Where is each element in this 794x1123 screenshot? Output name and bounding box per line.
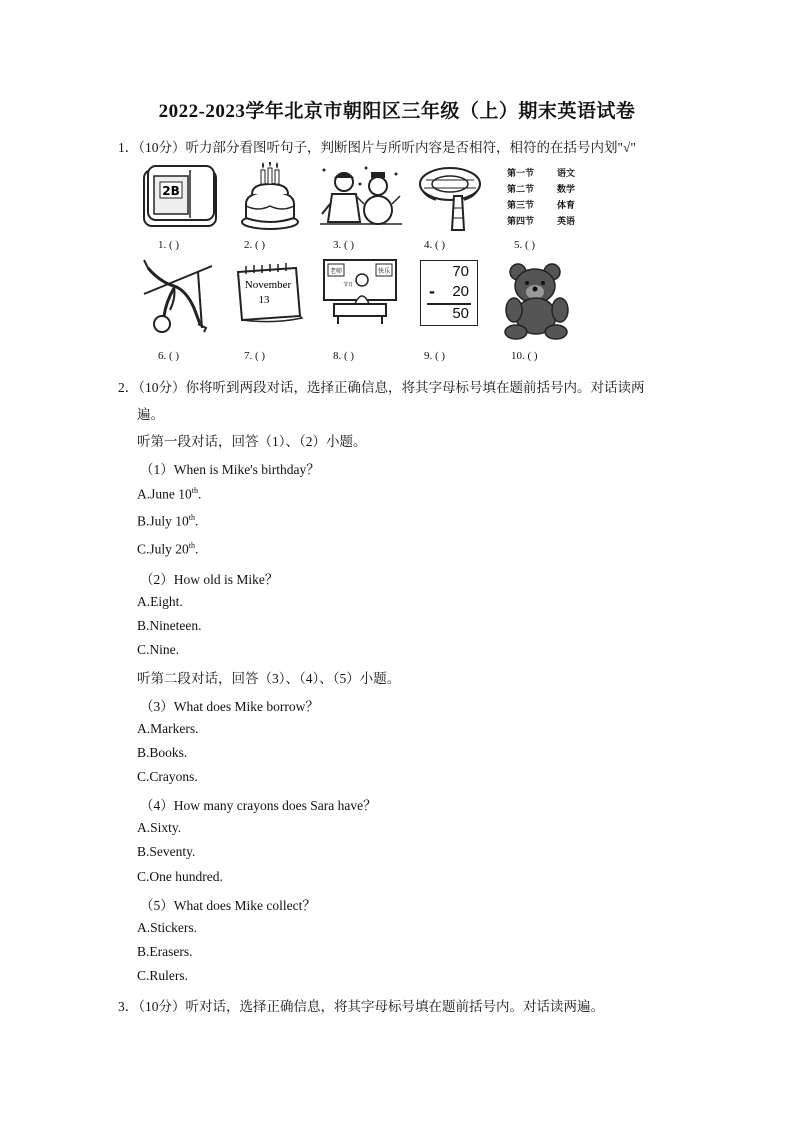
- high-jump-picture: [140, 258, 216, 346]
- q3-prompt: 3．（10分）听对话，选择正确信息，将其字母标号填在题前括号内。对话读两遍。: [118, 999, 604, 1014]
- svg-text:老师: 老师: [329, 268, 343, 275]
- q2-sub5-question: （5）What does Mike collect？: [140, 898, 316, 913]
- scarf-picture: [416, 162, 486, 234]
- q2-sub1-question: （1）When is Mike's birthday？: [140, 462, 320, 477]
- q2-sub1-option-c: C.July 20th.: [137, 541, 199, 557]
- caption-2: 2. ( ): [244, 239, 266, 251]
- q2-sub2-option-c: C.Nine.: [137, 642, 179, 657]
- caption-9: 9. ( ): [424, 350, 446, 362]
- q2-dialog1-intro: 听第一段对话，回答（1）、（2）小题。: [137, 434, 367, 449]
- caption-8: 8. ( ): [333, 350, 355, 362]
- q2-sub2-option-b: B.Nineteen.: [137, 618, 202, 633]
- calendar-day: 13: [258, 294, 270, 306]
- q2-sub3-option-c: C.Crayons.: [137, 769, 198, 784]
- q2-sub3-question: （3）What does Mike borrow？: [140, 699, 319, 714]
- q2-sub2-question: （2）How old is Mike？: [140, 572, 279, 587]
- caption-5: 5. ( ): [514, 239, 536, 251]
- caption-7: 7. ( ): [244, 350, 266, 362]
- teddy-bear-picture: [502, 262, 572, 340]
- calendar-month: November: [244, 279, 292, 291]
- timetable-picture: 第一节 语文 第二节 数学 第三节 体育 第四节 英语: [507, 169, 576, 227]
- q1-prompt: 1．（10分）听力部分看图听句子，判断图片与所听内容是否相符，相符的在括号内划"√": [118, 140, 636, 155]
- q2-sub3-option-b: B.Books.: [137, 745, 188, 760]
- teachers-day-picture: [322, 258, 398, 326]
- q2-sub4-question: （4）How many crayons does Sara have？: [140, 798, 377, 813]
- q2-sub3-option-a: A.Markers.: [137, 721, 199, 736]
- caption-3: 3. ( ): [333, 239, 355, 251]
- birthday-cake-picture: [238, 162, 302, 232]
- q2-sub4-option-a: A.Sixty.: [137, 820, 182, 835]
- svg-text:快乐: 快乐: [377, 268, 391, 275]
- eraser-picture: [138, 162, 222, 232]
- page-title: 2022-2023学年北京市朝阳区三年级（上）期末英语试卷: [158, 101, 636, 122]
- caption-1: 1. ( ): [158, 239, 180, 251]
- q2-sub5-option-c: C.Rulers.: [137, 968, 189, 983]
- caption-10: 10. ( ): [511, 350, 538, 362]
- q2-prompt-line1: 2．（10分）你将听到两段对话，选择正确信息，将其字母标号填在题前括号内。对话读两: [118, 380, 645, 395]
- q2-sub5-option-a: A.Stickers.: [137, 920, 197, 935]
- q2-sub4-option-b: B.Seventy.: [137, 844, 196, 859]
- subtraction-picture: 70 - 20 50: [420, 260, 478, 326]
- calendar-picture: [234, 262, 306, 326]
- svg-text:节日: 节日: [342, 282, 354, 288]
- q2-sub4-option-c: C.One hundred.: [137, 869, 223, 884]
- q2-sub1-option-b: B.July 10th.: [137, 513, 199, 529]
- q2-sub5-option-b: B.Erasers.: [137, 944, 193, 959]
- eraser-label: 2B: [162, 184, 180, 198]
- q2-dialog2-intro: 听第二段对话，回答（3）、（4）、（5）小题。: [137, 671, 401, 686]
- caption-4: 4. ( ): [424, 239, 446, 251]
- q2-sub2-option-a: A.Eight.: [137, 594, 183, 609]
- q2-sub1-option-a: A.June 10th.: [137, 486, 202, 502]
- q2-prompt-line2: 遍。: [137, 407, 164, 422]
- caption-6: 6. ( ): [158, 350, 180, 362]
- snowman-picture: [320, 164, 402, 232]
